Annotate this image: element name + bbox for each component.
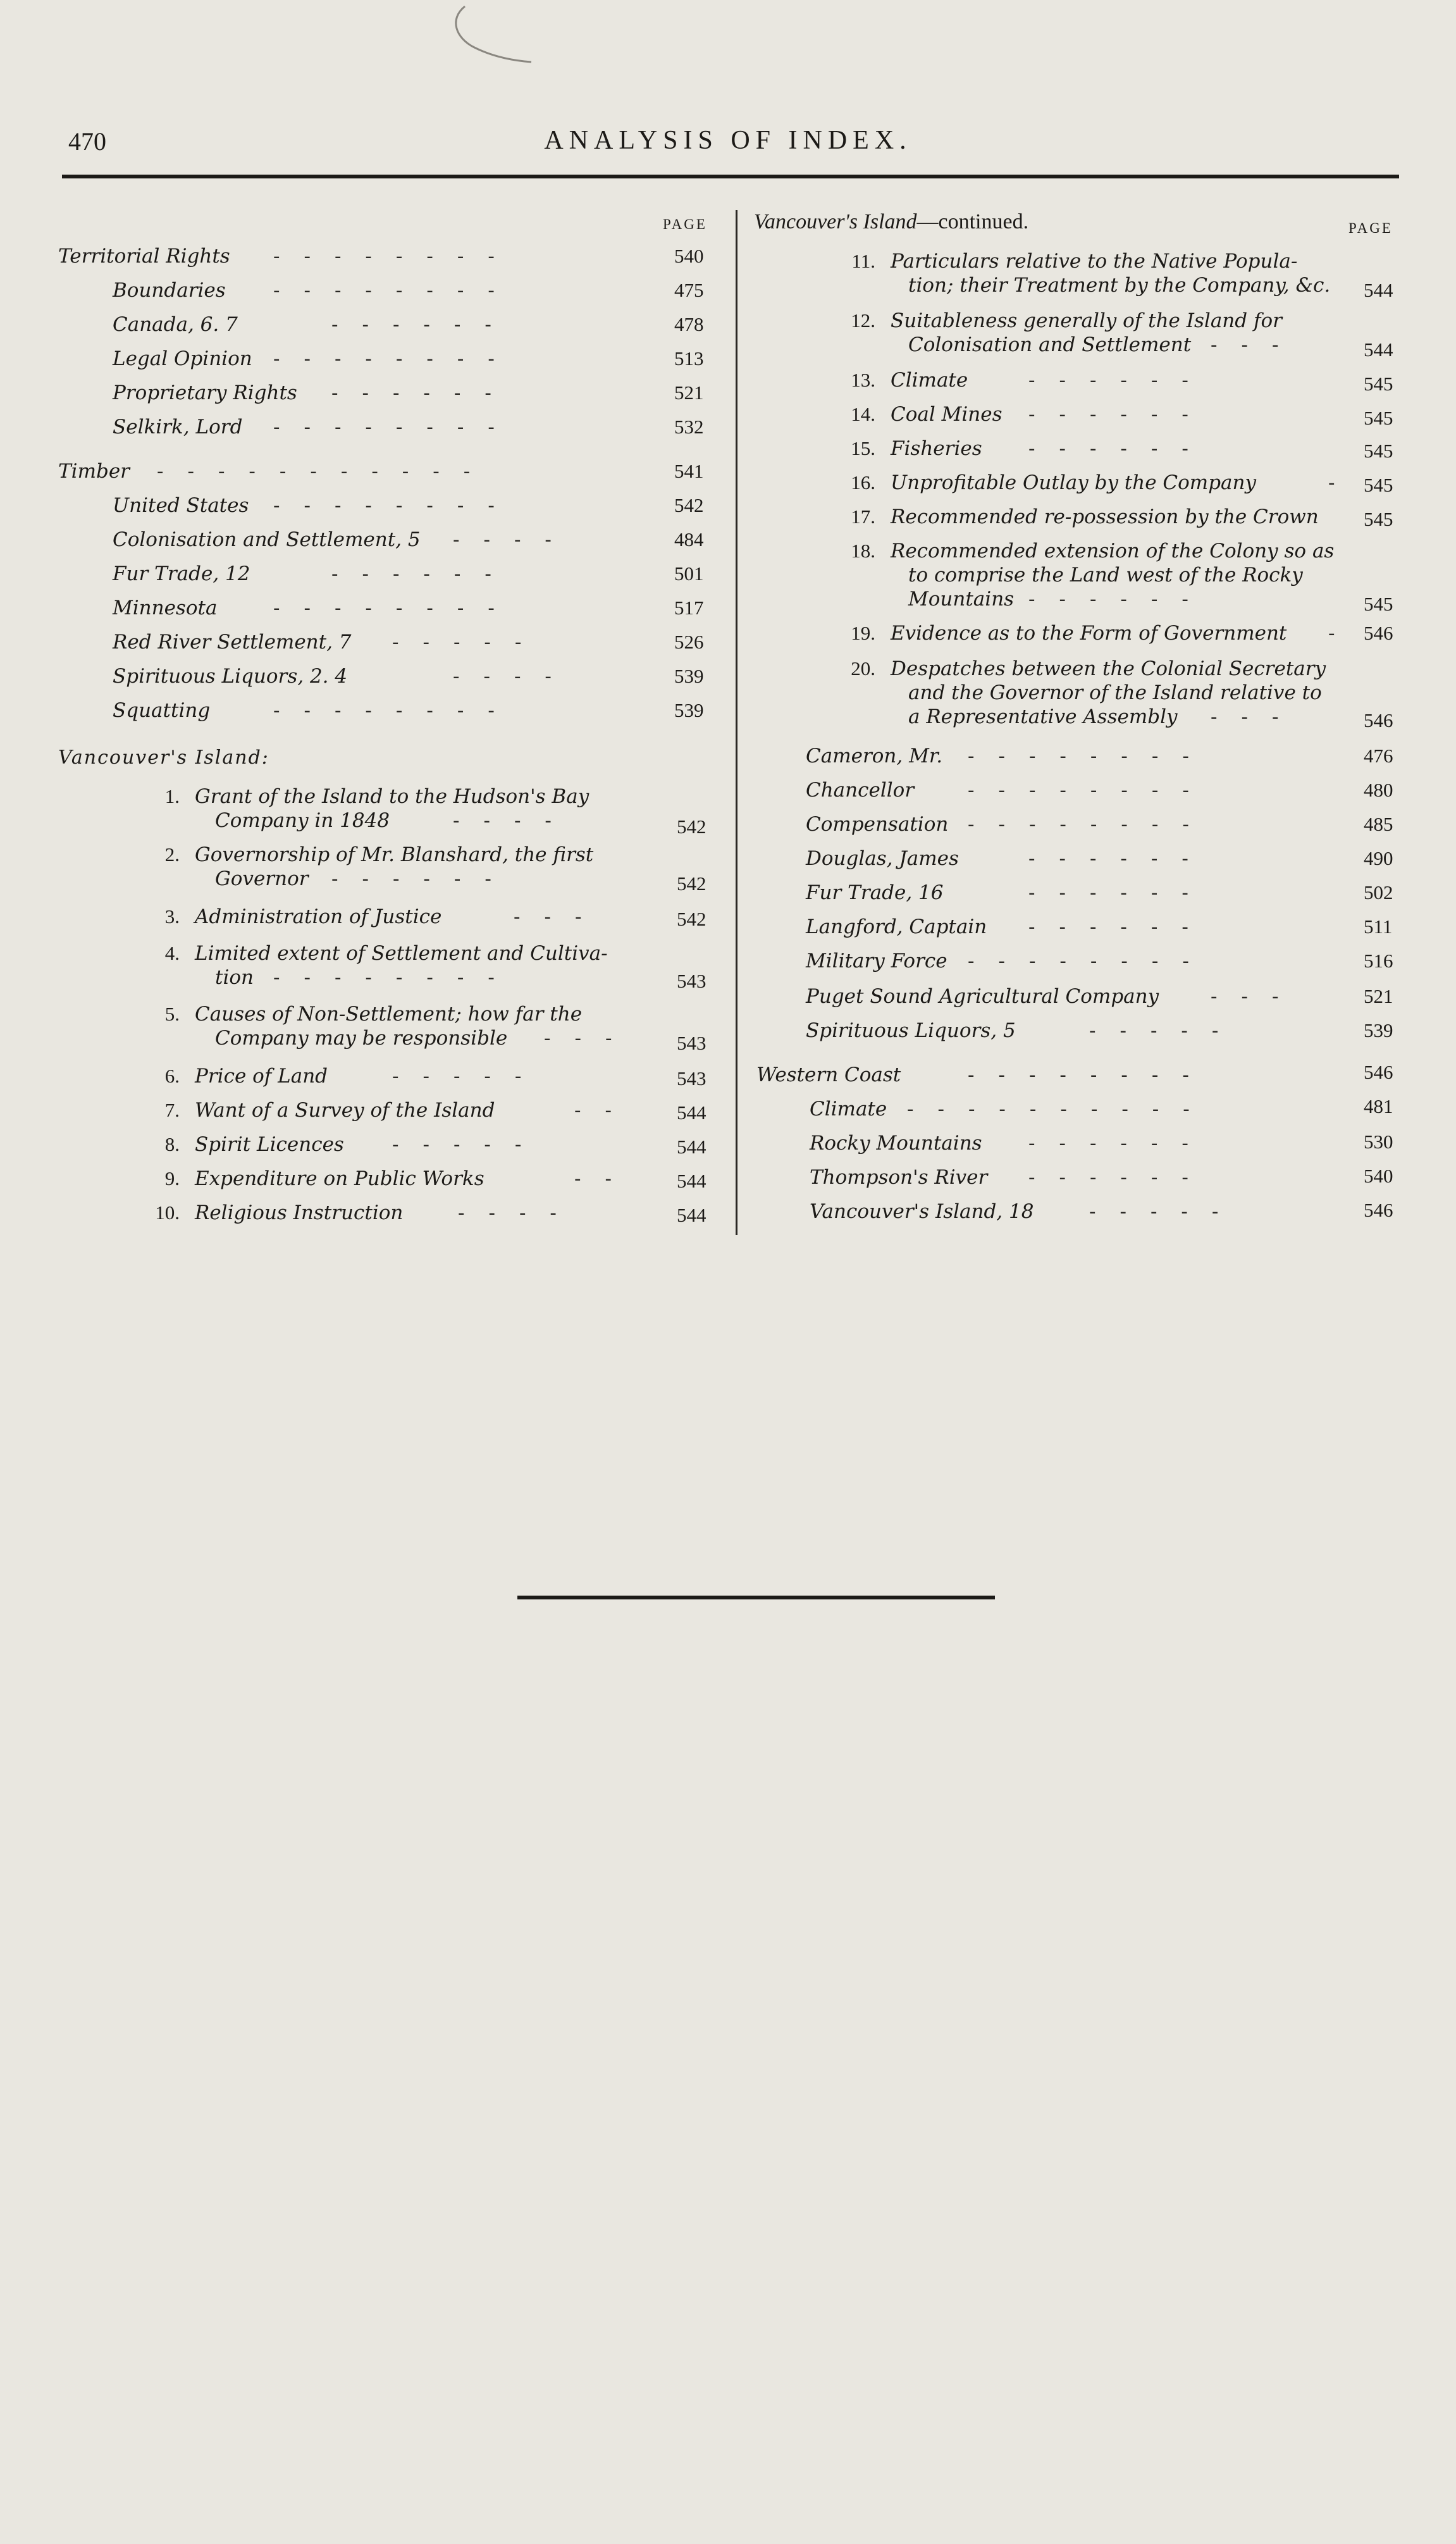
- leader-dots: --------: [968, 1064, 1213, 1086]
- page-ref: 539: [1364, 1019, 1393, 1041]
- numbered-entry-line: Mountains: [908, 588, 1015, 611]
- numbered-entry-line: and the Governor of the Island relative to: [908, 681, 1322, 704]
- item-number: 8.: [164, 1133, 180, 1155]
- page-ref: 543: [677, 970, 706, 992]
- numbered-entry-line: Colonisation and Settlement: [908, 333, 1192, 356]
- page-ref: 517: [674, 597, 704, 619]
- index-sub-entry: Fur Trade, 12: [113, 562, 250, 585]
- page-ref: 532: [674, 416, 704, 438]
- numbered-entry-line: Recommended extension of the Colony so as: [891, 540, 1335, 562]
- numbered-entry-line: Administration of Justice: [195, 905, 442, 928]
- leader-dots: ----: [453, 809, 576, 832]
- numbered-entry-line: Religious Instruction: [195, 1201, 404, 1224]
- leader-dots: ------: [1028, 437, 1212, 460]
- numbered-entry-line: Limited extent of Settlement and Cultiva-: [195, 942, 608, 965]
- leader-dots: -----------: [157, 460, 495, 483]
- index-sub-entry: Spirituous Liquors, 2. 4: [113, 665, 348, 688]
- leader-dots: --------: [968, 950, 1213, 972]
- page-ref: 541: [674, 460, 704, 482]
- page-ref: 546: [1364, 1061, 1393, 1083]
- leader-dots: --------: [273, 699, 519, 722]
- index-sub-entry: Puget Sound Agricultural Company: [806, 985, 1159, 1008]
- page-ref: 545: [1364, 373, 1393, 395]
- numbered-entry-line: to comprise the Land west of the Rocky: [908, 564, 1303, 586]
- page-ref: 490: [1364, 847, 1393, 869]
- leader-dots: --------: [273, 494, 519, 517]
- item-number: 4.: [164, 942, 180, 964]
- numbered-entry-line: tion; their Treatment by the Company, &c.: [908, 274, 1331, 297]
- numbered-entry-line: Climate: [891, 369, 968, 392]
- item-number: 1.: [164, 785, 180, 807]
- numbered-entry-line: Governorship of Mr. Blanshard, the first: [195, 843, 594, 866]
- item-number: 9.: [164, 1167, 180, 1189]
- numbered-entry-line: Despatches between the Colonial Secretary: [891, 657, 1326, 680]
- numbered-entry-line: Unprofitable Outlay by the Company: [891, 471, 1257, 494]
- index-sub-entry: Red River Settlement, 7: [113, 631, 352, 654]
- leader-dots: -: [1328, 622, 1359, 645]
- index-sub-entry: Military Force: [806, 950, 947, 972]
- numbered-entry-line: Suitableness generally of the Island for: [891, 309, 1282, 332]
- numbered-entry-line: tion: [215, 966, 254, 989]
- index-sub-entry: Proprietary Rights: [113, 382, 297, 404]
- leader-dots: ------: [1028, 1132, 1212, 1155]
- item-number: 12.: [851, 309, 875, 332]
- page-ref: 544: [677, 1170, 706, 1192]
- leader-dots: ----: [458, 1201, 581, 1224]
- item-number: 18.: [851, 540, 875, 562]
- page-title: ANALYSIS OF INDEX.: [544, 126, 912, 155]
- index-heading-western-coast: Western Coast: [756, 1064, 901, 1086]
- page-ref: 545: [1364, 440, 1393, 462]
- page-ref: 540: [674, 245, 704, 267]
- page-ref: 546: [1364, 1199, 1393, 1221]
- index-heading-territorial-rights: Territorial Rights: [58, 245, 230, 268]
- index-sub-entry: Legal Opinion: [113, 347, 252, 370]
- leader-dots: --: [574, 1099, 636, 1122]
- page-ref: 485: [1364, 813, 1393, 835]
- right-page-label: PAGE: [1348, 220, 1393, 236]
- item-number: 6.: [164, 1065, 180, 1087]
- leader-dots: --------: [273, 347, 519, 370]
- leader-dots: ------: [331, 313, 515, 336]
- index-sub-entry: Climate: [810, 1098, 887, 1120]
- index-sub-entry: Canada, 6. 7: [113, 313, 238, 336]
- leader-dots: --------: [968, 813, 1213, 836]
- item-number: 2.: [164, 843, 180, 866]
- page-ref: 545: [1364, 474, 1393, 496]
- leader-dots: ---: [544, 1027, 636, 1050]
- numbered-entry-line: Spirit Licences: [195, 1133, 344, 1156]
- page-ref: 480: [1364, 779, 1393, 801]
- item-number: 3.: [164, 905, 180, 928]
- index-sub-entry: Douglas, James: [806, 847, 959, 870]
- leader-dots: ----------: [907, 1098, 1214, 1120]
- leader-dots: --------: [273, 245, 519, 268]
- page-ref: 530: [1364, 1131, 1393, 1153]
- numbered-entry-line: Price of Land: [195, 1065, 328, 1088]
- leader-dots: -----: [1089, 1200, 1243, 1223]
- leader-dots: ---: [514, 905, 606, 928]
- numbered-entry-line: Causes of Non-Settlement; how far the: [195, 1003, 583, 1026]
- item-number: 19.: [851, 622, 875, 644]
- item-number: 7.: [164, 1099, 180, 1121]
- page-ref: 513: [674, 347, 704, 369]
- page-ref: 476: [1364, 745, 1393, 767]
- page-ref: 543: [677, 1032, 706, 1054]
- index-sub-entry: Colonisation and Settlement, 5: [113, 528, 421, 551]
- page-ref: 546: [1364, 709, 1393, 731]
- leader-dots: ----: [453, 665, 576, 688]
- leader-dots: --------: [273, 279, 519, 302]
- leader-dots: ------: [1028, 403, 1212, 426]
- item-number: 20.: [851, 657, 875, 679]
- index-sub-entry: United States: [113, 494, 249, 517]
- item-number: 15.: [851, 437, 875, 459]
- page-ref: 545: [1364, 508, 1393, 530]
- item-number: 11.: [851, 250, 875, 272]
- numbered-entry-line: Recommended re-possession by the Crown: [891, 506, 1319, 528]
- index-sub-entry: Fur Trade, 16: [806, 881, 944, 904]
- numbered-entry-line: a Representative Assembly: [908, 705, 1178, 728]
- numbered-entry-line: Particulars relative to the Native Popula-: [891, 250, 1298, 273]
- page-ref: 544: [677, 1204, 706, 1226]
- numbered-entry-line: Expenditure on Public Works: [195, 1167, 484, 1190]
- numbered-entry-line: Grant of the Island to the Hudson's Bay: [195, 785, 589, 808]
- page-ref: 526: [674, 631, 704, 653]
- index-sub-entry: Selkirk, Lord: [113, 416, 243, 438]
- page-ref: 539: [674, 699, 704, 721]
- continued-heading-title: Vancouver's Island: [754, 210, 917, 233]
- continued-heading: [754, 210, 1028, 234]
- leader-dots: -----: [392, 1133, 546, 1156]
- page-ref: 542: [677, 816, 706, 838]
- leader-dots: -----: [392, 1065, 546, 1088]
- page-ref: 542: [677, 872, 706, 895]
- item-number: 14.: [851, 403, 875, 425]
- leader-dots: -----: [1089, 1019, 1243, 1042]
- page-ref: 542: [677, 908, 706, 930]
- index-sub-entry: Squatting: [113, 699, 211, 722]
- leader-dots: ------: [331, 382, 515, 404]
- page-ref: 539: [674, 665, 704, 687]
- page-ref: 543: [677, 1067, 706, 1089]
- page-ref: 475: [674, 279, 704, 301]
- leader-dots: --------: [273, 966, 519, 989]
- leader-dots: -----: [392, 631, 546, 654]
- numbered-entry-line: Company in 1848: [215, 809, 390, 832]
- leader-dots: ----: [453, 528, 576, 551]
- page-ref: 478: [674, 313, 704, 335]
- numbered-entry-line: Governor: [215, 867, 309, 890]
- numbered-entry-line: Evidence as to the Form of Government: [891, 622, 1287, 645]
- page-number: 470: [68, 127, 106, 156]
- footer-rule: [517, 1596, 995, 1599]
- pencil-mark: [436, 0, 538, 70]
- leader-dots: ------: [1028, 588, 1212, 611]
- page-ref: 481: [1364, 1095, 1393, 1117]
- column-divider: [736, 210, 737, 1235]
- index-sub-entry: Rocky Mountains: [810, 1132, 982, 1155]
- header-rule: [62, 175, 1399, 178]
- page-ref: 544: [677, 1136, 706, 1158]
- index-sub-entry: Thompson's River: [810, 1166, 988, 1189]
- numbered-entry-line: Coal Mines: [891, 403, 1003, 426]
- leader-dots: -: [1328, 471, 1359, 494]
- item-number: 17.: [851, 506, 875, 528]
- page-ref: 545: [1364, 593, 1393, 615]
- leader-dots: ------: [1028, 881, 1212, 904]
- numbered-entry-line: Fisheries: [891, 437, 982, 460]
- leader-dots: ---: [1211, 985, 1303, 1008]
- leader-dots: --: [574, 1167, 636, 1190]
- leader-dots: ------: [1028, 369, 1212, 392]
- leader-dots: ------: [1028, 847, 1212, 870]
- page-ref: 521: [1364, 985, 1393, 1007]
- leader-dots: --------: [273, 597, 519, 619]
- leader-dots: ---: [1211, 705, 1303, 728]
- item-number: 10.: [155, 1201, 180, 1224]
- item-number: 13.: [851, 369, 875, 391]
- section-heading-vancouvers-island: Vancouver's Island:: [58, 747, 269, 769]
- page-ref: 521: [674, 382, 704, 404]
- numbered-entry-line: Company may be responsible: [215, 1027, 508, 1050]
- leader-dots: --------: [968, 745, 1213, 767]
- leader-dots: --------: [273, 416, 519, 438]
- index-heading-timber: Timber: [58, 460, 130, 483]
- page-ref: 544: [1364, 338, 1393, 361]
- numbered-entry-line: Want of a Survey of the Island: [195, 1099, 495, 1122]
- left-page-label: PAGE: [663, 216, 707, 232]
- item-number: 5.: [164, 1003, 180, 1025]
- page-ref: 484: [674, 528, 704, 550]
- index-sub-entry: Spirituous Liquors, 5: [806, 1019, 1016, 1042]
- page-ref: 545: [1364, 407, 1393, 429]
- index-sub-entry: Minnesota: [113, 597, 218, 619]
- leader-dots: --------: [968, 779, 1213, 802]
- page-ref: 502: [1364, 881, 1393, 903]
- index-sub-entry: Cameron, Mr.: [806, 745, 943, 767]
- page-ref: 542: [674, 494, 704, 516]
- index-sub-entry: Langford, Captain: [806, 915, 987, 938]
- page-ref: 544: [1364, 279, 1393, 301]
- leader-dots: ------: [331, 867, 515, 890]
- index-sub-entry: Vancouver's Island, 18: [810, 1200, 1034, 1223]
- index-sub-entry: Compensation: [806, 813, 949, 836]
- page-ref: 544: [677, 1101, 706, 1124]
- page-ref: 501: [674, 562, 704, 585]
- index-sub-entry: Boundaries: [113, 279, 226, 302]
- item-number: 16.: [851, 471, 875, 493]
- continued-heading-suffix: —continued.: [916, 210, 1029, 233]
- page-ref: 511: [1364, 915, 1393, 938]
- leader-dots: ------: [331, 562, 515, 585]
- index-sub-entry: Chancellor: [806, 779, 915, 802]
- leader-dots: ------: [1028, 1166, 1212, 1189]
- page-ref: 540: [1364, 1165, 1393, 1187]
- page-ref: 516: [1364, 950, 1393, 972]
- leader-dots: ------: [1028, 915, 1212, 938]
- leader-dots: ---: [1211, 333, 1303, 356]
- page-ref: 546: [1364, 622, 1393, 644]
